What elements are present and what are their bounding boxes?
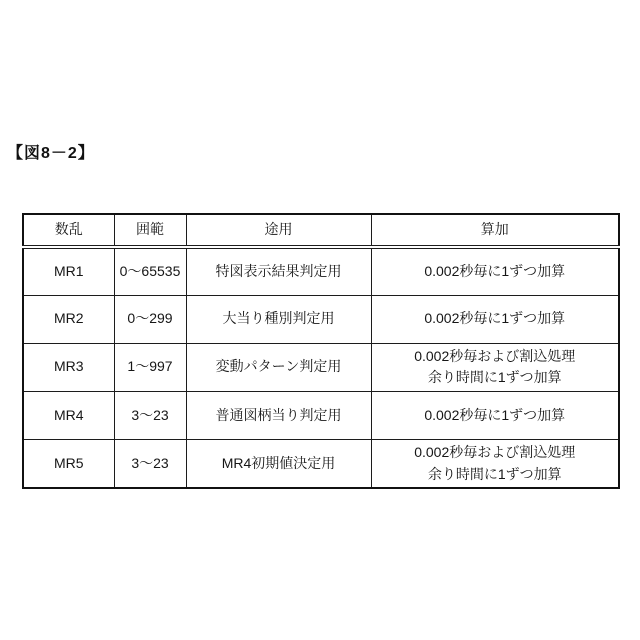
table-header [23, 214, 619, 247]
header-cell-addition: 算加 [371, 214, 619, 247]
header-cell-range: 囲範 [114, 214, 186, 247]
table-row [23, 247, 619, 295]
cell-name: MR2 [23, 295, 114, 343]
cell-range: 1～997 [114, 343, 186, 391]
table-body [23, 247, 619, 488]
figure-label: 【図8－2】 [7, 145, 95, 162]
cell-usage: 普通図柄当り判定用 [186, 391, 371, 439]
header-cell-usage: 途用 [186, 214, 371, 247]
cell-usage: MR4初期値決定用 [186, 439, 371, 488]
table-row [23, 295, 619, 343]
cell-addition: 0.002秒毎および割込処理 余り時間に1ずつ加算 [371, 439, 619, 488]
cell-usage: 特図表示結果判定用 [186, 247, 371, 295]
header-cell-random-number: 数乱 [23, 214, 114, 247]
cell-addition: 0.002秒毎に1ずつ加算 [371, 295, 619, 343]
table-row [23, 391, 619, 439]
cell-range: 3～23 [114, 439, 186, 488]
cell-addition: 0.002秒毎に1ずつ加算 [371, 391, 619, 439]
table-header-row [23, 214, 619, 247]
table-row [23, 343, 619, 391]
random-number-spec-table [22, 213, 620, 489]
table-row [23, 439, 619, 488]
cell-addition: 0.002秒毎および割込処理 余り時間に1ずつ加算 [371, 343, 619, 391]
cell-usage: 変動パターン判定用 [186, 343, 371, 391]
cell-range: 3～23 [114, 391, 186, 439]
cell-addition: 0.002秒毎に1ずつ加算 [371, 247, 619, 295]
cell-name: MR5 [23, 439, 114, 488]
cell-range: 0～299 [114, 295, 186, 343]
cell-name: MR4 [23, 391, 114, 439]
cell-usage: 大当り種別判定用 [186, 295, 371, 343]
cell-name: MR3 [23, 343, 114, 391]
cell-range: 0～65535 [114, 247, 186, 295]
cell-name: MR1 [23, 247, 114, 295]
